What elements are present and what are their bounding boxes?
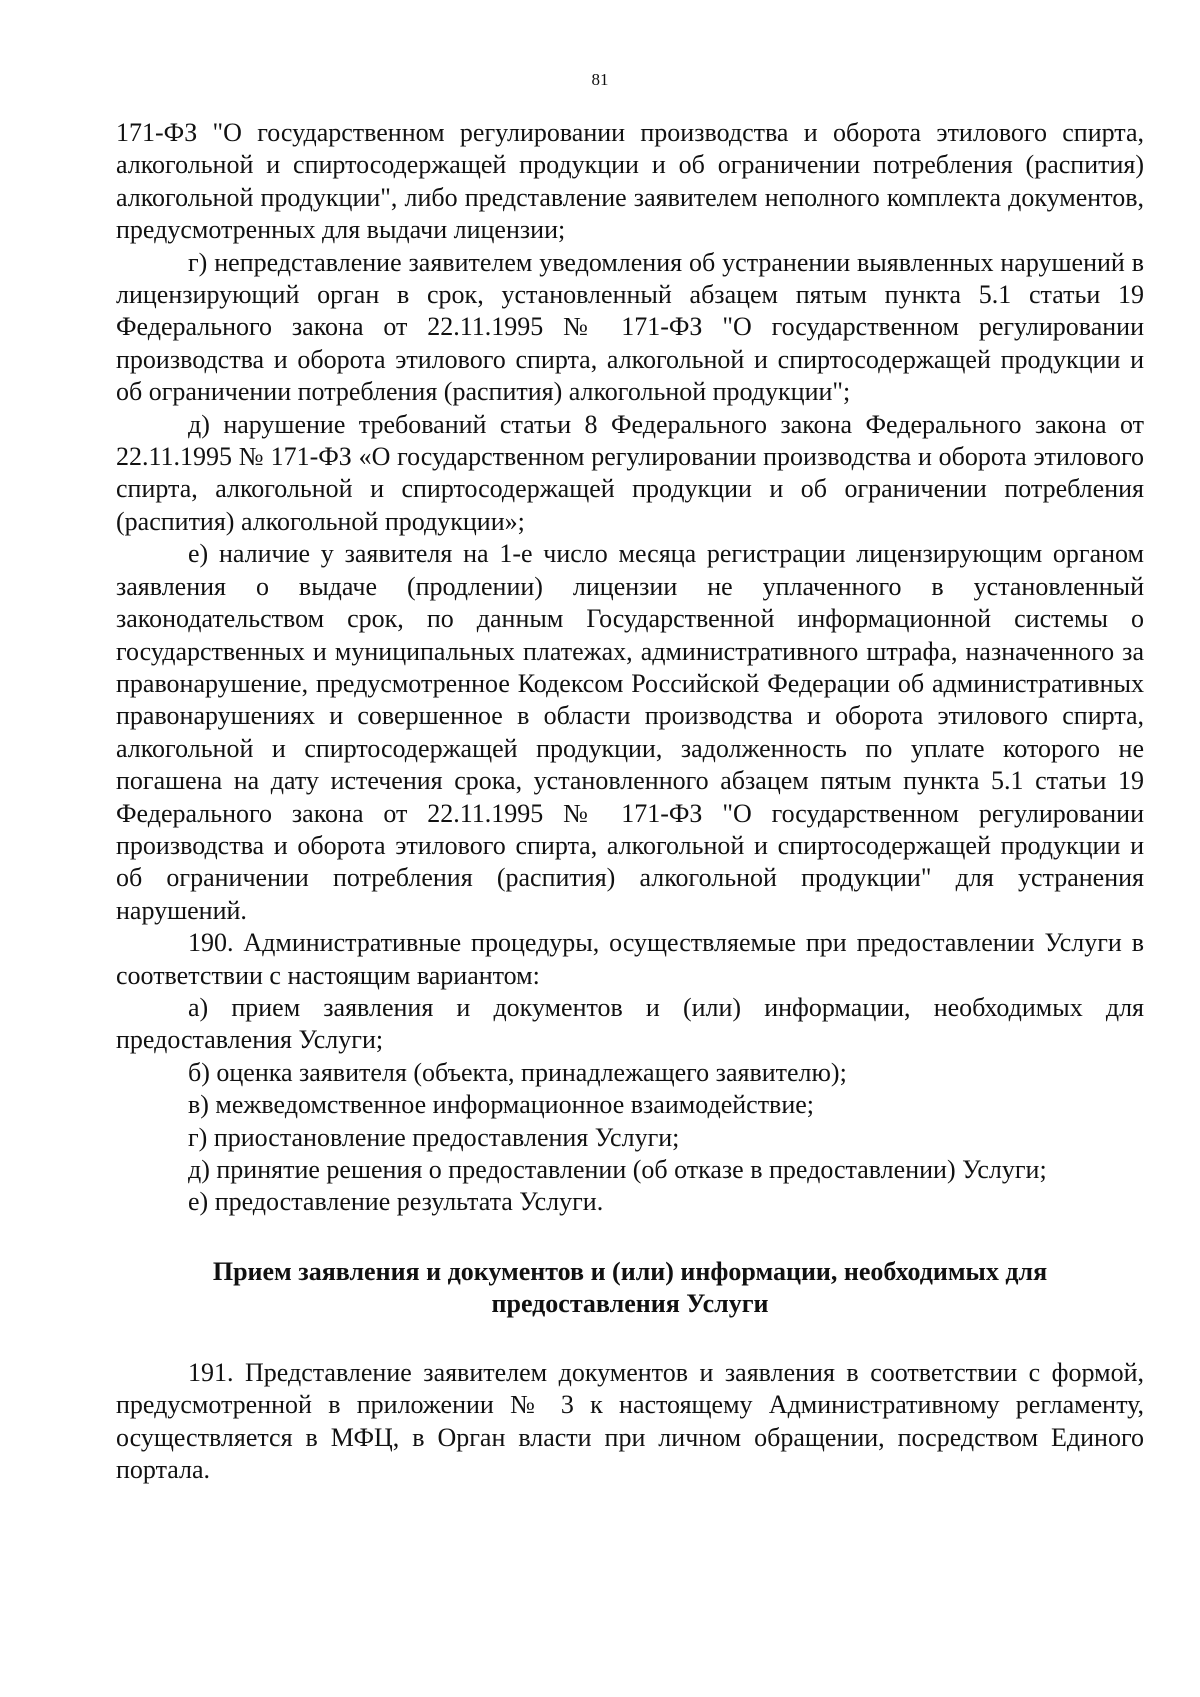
paragraph-continuation: 171-ФЗ "О государственном регулировании производства и оборота этилового спирта, алкогольной и спиртосодержащей продукции и об ограничении потребления (распития) алкогольной продукции", либо представление заявителем неполного комплекта документов, предусмотренных для выдачи лицензии; <box>116 118 1144 245</box>
procedure-item-a: а) прием заявления и документов и (или) информации, необходимых для предоставления Услуги; <box>116 992 1144 1055</box>
paragraph-item-d: д) нарушение требований статьи 8 Федерального закона Федерального закона от 22.11.1995 № 171-ФЗ «О государственном регулировании производства и оборота этилового спирта, алкогольной и спиртосодержащей продукции и об ограничении потребления (распития) алкогольной продукции»; <box>116 409 1144 536</box>
document-body <box>116 117 1144 1486</box>
section-heading: Прием заявления и документов и (или) информации, необходимых для предоставления Услуги <box>212 1256 1048 1318</box>
procedure-item-v: в) межведомственное информационное взаимодействие; <box>188 1090 815 1120</box>
paragraph-item-e: е) наличие у заявителя на 1-е число месяца регистрации лицензирующим органом заявления о выдаче (продлении) лицензии не уплаченного в установленный законодательством срок, по данным Государственной информационной системы о государственных и муниципальных платежах, административного штрафа, назначенного за правонарушение, предусмотренное Кодексом Российской Федерации об административных правонарушениях и совершенное в области производства и оборота этилового спирта, алкогольной и спиртосодержащей продукции, задолженность по уплате которого не погашена на дату истечения срока, установленного абзацем пятым пункта 5.1 статьи 19 Федерального закона от 22.11.1995 № 171-ФЗ "О государственном регулировании производства и оборота этилового спирта, алкогольной и спиртосодержащей продукции и об ограничении потребления (распития) алкогольной продукции" для устранения нарушений. <box>116 539 1144 925</box>
page-number: 81 <box>591 70 609 89</box>
paragraph-item-g: г) непредставление заявителем уведомления об устранении выявленных нарушений в лицензирующий орган в срок, установленный абзацем пятым пункта 5.1 статьи 19 Федерального закона от 22.11.1995 № 171-ФЗ "О государственном регулировании производства и оборота этилового спирта, алкогольной и спиртосодержащей продукции и об ограничении потребления (распития) алкогольной продукции"; <box>116 247 1144 407</box>
procedure-item-g: г) приостановление предоставления Услуги; <box>188 1122 680 1152</box>
paragraph-190: 190. Административные процедуры, осуществляемые при предоставлении Услуги в соответствии с настоящим вариантом: <box>116 928 1144 990</box>
paragraph-191: 191. Представление заявителем документов и заявления в соответствии с формой, предусмотренной в приложении № 3 к настоящему Административному регламенту, осуществляется в МФЦ, в Орган власти при личном обращении, посредством Единого портала. <box>116 1357 1144 1485</box>
procedure-item-b: б) оценка заявителя (объекта, принадлежащего заявителю); <box>188 1057 847 1087</box>
procedure-item-d: д) принятие решения о предоставлении (об отказе в предоставлении) Услуги; <box>188 1155 1047 1184</box>
procedure-item-e: е) предоставление результата Услуги. <box>188 1187 604 1217</box>
